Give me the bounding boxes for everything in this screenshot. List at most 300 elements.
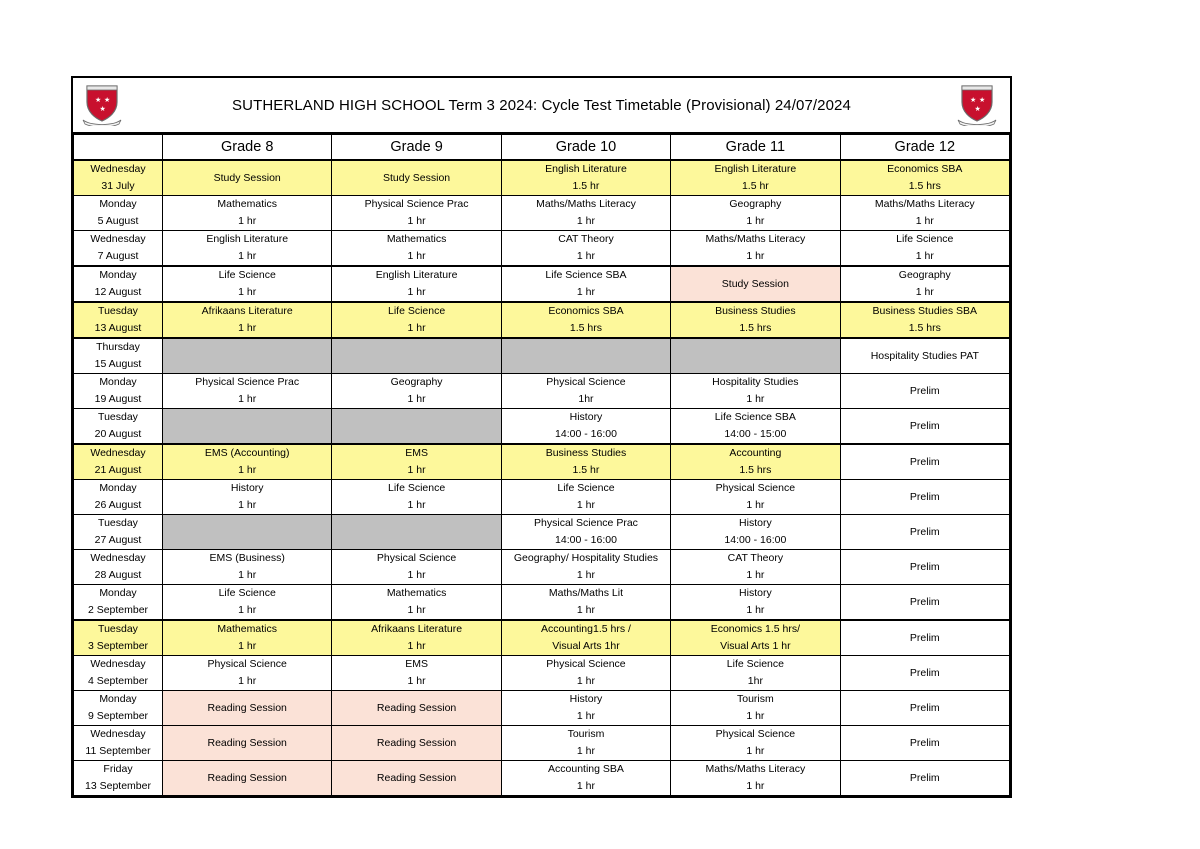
- day-date: 21 August: [94, 464, 142, 476]
- day-date: 27 August: [94, 534, 142, 546]
- day-date: 7 August: [97, 250, 139, 262]
- exam-duration: 14:00 - 16:00: [555, 534, 617, 546]
- exam-cell-grade-11: [671, 761, 840, 796]
- exam-duration: 1 hr: [576, 286, 596, 298]
- exam-subject: Accounting SBA: [548, 763, 624, 775]
- exam-subject: EMS: [405, 447, 428, 459]
- exam-subject: Maths/Maths Lit: [548, 587, 624, 599]
- exam-cell-grade-12: [840, 444, 1009, 480]
- exam-cell-grade-10: [501, 409, 670, 445]
- exam-cell-grade-10: [501, 620, 670, 656]
- header-grade-10: Grade 10: [501, 135, 670, 161]
- exam-cell-grade-12: [840, 726, 1009, 761]
- day-name: Thursday: [96, 341, 140, 353]
- exam-subject: Life Science: [218, 269, 276, 281]
- svg-text:★: ★: [95, 96, 102, 104]
- exam-subject: Hospitality Studies PAT: [870, 349, 979, 362]
- exam-duration: 1 hr: [238, 569, 257, 581]
- exam-subject: Economics 1.5 hrs/: [710, 623, 801, 635]
- exam-cell-grade-10: [501, 761, 670, 796]
- exam-duration: 1 hr: [746, 250, 765, 262]
- exam-cell-grade-12: [840, 585, 1009, 621]
- exam-duration: 1 hr: [238, 393, 257, 405]
- exam-cell-grade-10: [501, 515, 670, 550]
- exam-subject: Prelim: [909, 701, 940, 714]
- exam-cell-grade-12: [840, 515, 1009, 550]
- exam-duration: 1 hr: [746, 569, 765, 581]
- exam-subject: Mathematics: [386, 587, 447, 599]
- exam-cell-grade-9: [332, 620, 501, 656]
- exam-cell-grade-9: [332, 196, 501, 231]
- exam-duration: 1 hr: [407, 322, 426, 334]
- exam-cell-grade-10: [501, 302, 670, 338]
- day-cell: [74, 374, 163, 409]
- exam-cell-grade-12: [840, 374, 1009, 409]
- day-name: Monday: [99, 482, 137, 494]
- day-cell: [74, 160, 163, 196]
- exam-subject: Life Science SBA: [545, 269, 627, 281]
- day-cell: [74, 726, 163, 761]
- exam-subject: Physical Science: [546, 376, 626, 388]
- exam-duration: 1 hr: [407, 393, 426, 405]
- exam-cell-grade-12: [840, 620, 1009, 656]
- exam-subject: Geography/ Hospitality Studies: [513, 552, 659, 564]
- exam-duration: 1 hr: [915, 250, 934, 262]
- exam-subject: Hospitality Studies: [712, 376, 799, 388]
- exam-cell-grade-10: [501, 585, 670, 621]
- exam-cell-grade-10: [501, 266, 670, 302]
- exam-duration: 1 hr: [576, 710, 596, 722]
- exam-subject: History: [739, 517, 772, 529]
- day-name: Monday: [99, 376, 137, 388]
- day-cell: [74, 656, 163, 691]
- exam-subject: Reading Session: [376, 736, 457, 749]
- exam-duration: 1 hr: [576, 604, 596, 616]
- header-grade-12: Grade 12: [840, 135, 1009, 161]
- exam-duration: 1 hr: [238, 322, 257, 334]
- exam-subject: Mathematics: [386, 233, 447, 245]
- exam-duration: 1.5 hr: [572, 180, 600, 192]
- exam-cell-grade-8: [163, 302, 332, 338]
- exam-duration: 1 hr: [915, 215, 934, 227]
- header-grade-11: Grade 11: [671, 135, 840, 161]
- day-date: 11 September: [85, 745, 151, 757]
- exam-subject: Prelim: [909, 595, 940, 608]
- exam-duration: 1 hr: [576, 745, 596, 757]
- table-row: [74, 266, 1010, 302]
- table-row: [74, 302, 1010, 338]
- exam-subject: Business Studies SBA: [872, 305, 978, 317]
- school-crest-icon: [954, 82, 1000, 126]
- exam-cell-grade-11: [671, 515, 840, 550]
- svg-text:★: ★: [979, 96, 986, 104]
- exam-subject: Afrikaans Literature: [201, 305, 293, 317]
- exam-subject: Reading Session: [207, 771, 287, 784]
- exam-subject: Geography: [390, 376, 443, 388]
- exam-duration: 1 hr: [407, 675, 426, 687]
- exam-cell-grade-11: [671, 656, 840, 691]
- exam-cell-grade-12: [840, 196, 1009, 231]
- exam-duration: 1.5 hr: [741, 180, 769, 192]
- exam-cell-grade-12: [840, 656, 1009, 691]
- exam-subject: Life Science: [896, 233, 954, 245]
- exam-subject: Study Session: [721, 277, 789, 290]
- timetable-grid: [73, 134, 1010, 796]
- exam-subject: EMS (Business): [209, 552, 285, 564]
- exam-duration: 1 hr: [746, 215, 765, 227]
- exam-subject: English Literature: [714, 163, 797, 175]
- exam-cell-grade-9: [332, 691, 501, 726]
- day-date: 26 August: [94, 499, 142, 511]
- exam-duration: 1 hr: [746, 604, 765, 616]
- day-cell: [74, 550, 163, 585]
- exam-cell-grade-11: [671, 585, 840, 621]
- day-name: Monday: [99, 693, 137, 705]
- exam-duration: 1 hr: [407, 640, 426, 652]
- exam-subject: English Literature: [375, 269, 458, 281]
- exam-cell-grade-10: [501, 160, 670, 196]
- exam-subject: Prelim: [909, 666, 940, 679]
- exam-cell-grade-11: [671, 620, 840, 656]
- exam-cell-grade-11: [671, 302, 840, 338]
- exam-duration: 1.5 hrs: [908, 180, 941, 192]
- exam-cell-grade-9: [332, 160, 501, 196]
- exam-duration: 1.5 hrs: [908, 322, 941, 334]
- day-cell: [74, 761, 163, 796]
- exam-subject: Maths/Maths Literacy: [705, 763, 806, 775]
- exam-subject: Physical Science: [376, 552, 457, 564]
- exam-cell-grade-8: [163, 656, 332, 691]
- exam-cell-grade-10: [501, 726, 670, 761]
- exam-duration: 1 hr: [576, 215, 596, 227]
- day-cell: [74, 196, 163, 231]
- day-cell: [74, 480, 163, 515]
- exam-cell-grade-9: [332, 515, 501, 550]
- exam-cell-grade-9: [332, 409, 501, 445]
- exam-cell-grade-12: [840, 231, 1009, 267]
- exam-duration: 1 hr: [746, 780, 765, 792]
- exam-duration: 1 hr: [576, 499, 596, 511]
- exam-duration: 1 hr: [238, 464, 257, 476]
- header-blank: [74, 135, 163, 161]
- exam-subject: Business Studies: [545, 447, 627, 459]
- exam-subject: Study Session: [383, 171, 451, 184]
- exam-duration: 1 hr: [407, 464, 426, 476]
- exam-cell-grade-9: [332, 585, 501, 621]
- exam-cell-grade-8: [163, 160, 332, 196]
- exam-subject: CAT Theory: [727, 552, 784, 564]
- school-crest-icon: [79, 82, 125, 126]
- exam-subject: Physical Science Prac: [534, 517, 638, 529]
- exam-cell-grade-11: [671, 409, 840, 445]
- day-cell: [74, 691, 163, 726]
- exam-duration: 1.5 hrs: [739, 464, 772, 476]
- exam-duration: 1 hr: [576, 780, 596, 792]
- table-row: [74, 691, 1010, 726]
- exam-duration: 1 hr: [576, 569, 596, 581]
- exam-cell-grade-8: [163, 726, 332, 761]
- day-name: Wednesday: [90, 447, 146, 459]
- exam-cell-grade-9: [332, 338, 501, 374]
- exam-cell-grade-8: [163, 338, 332, 374]
- exam-cell-grade-9: [332, 266, 501, 302]
- exam-duration: 1 hr: [238, 286, 257, 298]
- exam-duration: 1 hr: [746, 710, 765, 722]
- exam-subject: English Literature: [206, 233, 289, 245]
- exam-subject: Prelim: [909, 490, 940, 503]
- exam-cell-grade-11: [671, 196, 840, 231]
- exam-subject: Afrikaans Literature: [371, 623, 463, 635]
- day-cell: [74, 585, 163, 621]
- timetable-body: [74, 160, 1010, 796]
- exam-cell-grade-11: [671, 444, 840, 480]
- exam-cell-grade-10: [501, 691, 670, 726]
- exam-subject: Life Science: [387, 305, 446, 317]
- exam-duration: 1 hr: [238, 499, 257, 511]
- exam-subject: Prelim: [909, 525, 940, 538]
- page-title: SUTHERLAND HIGH SCHOOL Term 3 2024: Cycle Test Timetable (Provisional) 24/07/2024: [232, 96, 851, 114]
- exam-cell-grade-9: [332, 761, 501, 796]
- day-cell: [74, 338, 163, 374]
- exam-duration: 1 hr: [407, 215, 426, 227]
- exam-subject: Maths/Maths Literacy: [705, 233, 806, 245]
- exam-subject: Reading Session: [376, 771, 457, 784]
- exam-duration: 1 hr: [238, 215, 257, 227]
- exam-duration: Visual Arts 1hr: [552, 640, 620, 652]
- day-date: 19 August: [94, 393, 142, 405]
- day-name: Wednesday: [90, 163, 146, 175]
- day-date: 3 September: [87, 640, 149, 652]
- day-name: Tuesday: [98, 517, 138, 529]
- day-name: Tuesday: [98, 623, 138, 635]
- exam-subject: EMS: [405, 658, 428, 670]
- exam-cell-grade-8: [163, 585, 332, 621]
- exam-cell-grade-8: [163, 266, 332, 302]
- svg-text:★: ★: [974, 105, 981, 113]
- exam-cell-grade-10: [501, 338, 670, 374]
- day-date: 12 August: [94, 286, 142, 298]
- exam-subject: Physical Science: [715, 728, 796, 740]
- exam-cell-grade-11: [671, 550, 840, 585]
- day-date: 20 August: [94, 428, 142, 440]
- exam-cell-grade-12: [840, 480, 1009, 515]
- exam-subject: Accounting: [729, 447, 782, 459]
- exam-cell-grade-8: [163, 409, 332, 445]
- header-grade-8: Grade 8: [163, 135, 332, 161]
- exam-duration: 1 hr: [238, 675, 257, 687]
- table-row: [74, 550, 1010, 585]
- exam-subject: Reading Session: [207, 701, 287, 714]
- day-name: Monday: [99, 198, 137, 210]
- exam-cell-grade-8: [163, 515, 332, 550]
- svg-text:★: ★: [99, 105, 106, 113]
- exam-cell-grade-10: [501, 656, 670, 691]
- exam-duration: 1 hr: [238, 604, 257, 616]
- day-date: 13 August: [94, 322, 142, 334]
- table-row: [74, 196, 1010, 231]
- exam-subject: Physical Science: [207, 658, 287, 670]
- day-name: Wednesday: [90, 233, 146, 245]
- exam-subject: Study Session: [213, 171, 281, 184]
- exam-subject: History: [569, 693, 603, 705]
- exam-cell-grade-9: [332, 550, 501, 585]
- exam-subject: EMS (Accounting): [204, 447, 290, 459]
- exam-subject: History: [230, 482, 264, 494]
- exam-subject: CAT Theory: [558, 233, 614, 245]
- day-cell: [74, 444, 163, 480]
- exam-cell-grade-9: [332, 231, 501, 267]
- day-cell: [74, 302, 163, 338]
- exam-subject: Physical Science Prac: [364, 198, 469, 210]
- exam-subject: Prelim: [909, 736, 940, 749]
- table-row: [74, 374, 1010, 409]
- exam-cell-grade-9: [332, 656, 501, 691]
- header-grade-9: Grade 9: [332, 135, 501, 161]
- exam-duration: 14:00 - 16:00: [724, 534, 787, 546]
- exam-subject: Prelim: [909, 771, 940, 784]
- exam-cell-grade-9: [332, 726, 501, 761]
- exam-duration: 1hr: [747, 675, 763, 687]
- exam-duration: 1 hr: [576, 675, 596, 687]
- exam-subject: Tourism: [736, 693, 774, 705]
- exam-cell-grade-11: [671, 231, 840, 267]
- exam-subject: Prelim: [909, 384, 940, 397]
- exam-cell-grade-12: [840, 338, 1009, 374]
- day-date: 4 September: [87, 675, 149, 687]
- exam-cell-grade-8: [163, 550, 332, 585]
- exam-cell-grade-11: [671, 160, 840, 196]
- exam-duration: 1hr: [578, 393, 594, 405]
- exam-subject: History: [569, 411, 603, 423]
- exam-subject: Life Science SBA: [714, 411, 796, 423]
- table-row: [74, 160, 1010, 196]
- exam-subject: Mathematics: [217, 198, 277, 210]
- exam-cell-grade-10: [501, 196, 670, 231]
- exam-subject: Prelim: [909, 560, 940, 573]
- exam-duration: 1 hr: [238, 250, 257, 262]
- exam-cell-grade-9: [332, 374, 501, 409]
- exam-duration: 1 hr: [746, 745, 765, 757]
- day-cell: [74, 515, 163, 550]
- day-date: 2 September: [87, 604, 149, 616]
- day-date: 9 September: [87, 710, 149, 722]
- day-date: 31 July: [101, 180, 135, 192]
- day-name: Wednesday: [90, 728, 146, 740]
- exam-subject: Physical Science Prac: [195, 376, 300, 388]
- exam-cell-grade-9: [332, 302, 501, 338]
- exam-duration: 14:00 - 15:00: [724, 428, 787, 440]
- table-row: [74, 585, 1010, 621]
- exam-duration: 1 hr: [238, 640, 257, 652]
- day-date: 28 August: [94, 569, 142, 581]
- exam-subject: Geography: [898, 269, 951, 281]
- table-row: [74, 656, 1010, 691]
- exam-cell-grade-10: [501, 550, 670, 585]
- exam-cell-grade-8: [163, 374, 332, 409]
- exam-cell-grade-11: [671, 480, 840, 515]
- exam-cell-grade-9: [332, 444, 501, 480]
- exam-cell-grade-8: [163, 691, 332, 726]
- exam-cell-grade-10: [501, 480, 670, 515]
- table-row: [74, 231, 1010, 267]
- exam-cell-grade-8: [163, 231, 332, 267]
- day-cell: [74, 620, 163, 656]
- exam-subject: Prelim: [909, 419, 940, 432]
- exam-duration: 1 hr: [407, 569, 426, 581]
- day-name: Wednesday: [90, 552, 146, 564]
- exam-duration: 1 hr: [746, 499, 765, 511]
- exam-cell-grade-12: [840, 266, 1009, 302]
- header-row: [74, 135, 1010, 161]
- table-row: [74, 761, 1010, 796]
- exam-duration: 14:00 - 16:00: [555, 428, 617, 440]
- exam-subject: Maths/Maths Literacy: [536, 198, 636, 210]
- table-row: [74, 726, 1010, 761]
- day-name: Tuesday: [98, 411, 138, 423]
- day-cell: [74, 266, 163, 302]
- exam-duration: 1.5 hrs: [569, 322, 603, 334]
- exam-cell-grade-9: [332, 480, 501, 515]
- exam-subject: English Literature: [545, 163, 627, 175]
- day-name: Friday: [103, 763, 133, 775]
- day-date: 15 August: [94, 358, 142, 370]
- day-cell: [74, 409, 163, 445]
- day-name: Wednesday: [90, 658, 146, 670]
- exam-cell-grade-10: [501, 444, 670, 480]
- exam-subject: History: [739, 587, 772, 599]
- exam-subject: Reading Session: [376, 701, 457, 714]
- exam-cell-grade-12: [840, 761, 1009, 796]
- exam-cell-grade-8: [163, 480, 332, 515]
- exam-subject: Life Science: [726, 658, 784, 670]
- day-cell: [74, 231, 163, 267]
- exam-subject: Reading Session: [207, 736, 287, 749]
- title-row: [73, 78, 1010, 134]
- exam-cell-grade-8: [163, 444, 332, 480]
- exam-cell-grade-12: [840, 550, 1009, 585]
- exam-duration: 1.5 hr: [572, 464, 600, 476]
- exam-subject: Business Studies: [715, 305, 796, 317]
- exam-subject: Tourism: [567, 728, 605, 740]
- exam-duration: 1 hr: [407, 499, 426, 511]
- table-row: [74, 480, 1010, 515]
- exam-cell-grade-12: [840, 302, 1009, 338]
- table-row: [74, 515, 1010, 550]
- exam-subject: Life Science: [218, 587, 276, 599]
- exam-subject: Mathematics: [217, 623, 277, 635]
- exam-subject: Prelim: [909, 631, 940, 644]
- exam-cell-grade-8: [163, 620, 332, 656]
- exam-cell-grade-11: [671, 266, 840, 302]
- day-name: Monday: [99, 269, 137, 281]
- exam-cell-grade-11: [671, 726, 840, 761]
- exam-cell-grade-8: [163, 196, 332, 231]
- exam-cell-grade-8: [163, 761, 332, 796]
- exam-subject: Maths/Maths Literacy: [874, 198, 975, 210]
- svg-text:★: ★: [104, 96, 111, 104]
- exam-cell-grade-10: [501, 374, 670, 409]
- exam-subject: Accounting1.5 hrs /: [541, 623, 631, 635]
- exam-duration: 1 hr: [407, 604, 426, 616]
- timetable-sheet: [71, 76, 1012, 798]
- day-date: 13 September: [85, 780, 151, 792]
- exam-duration: Visual Arts 1 hr: [720, 640, 791, 652]
- svg-text:★: ★: [970, 96, 977, 104]
- exam-cell-grade-10: [501, 231, 670, 267]
- exam-subject: Prelim: [909, 455, 940, 468]
- exam-duration: 1 hr: [915, 286, 934, 298]
- exam-cell-grade-11: [671, 691, 840, 726]
